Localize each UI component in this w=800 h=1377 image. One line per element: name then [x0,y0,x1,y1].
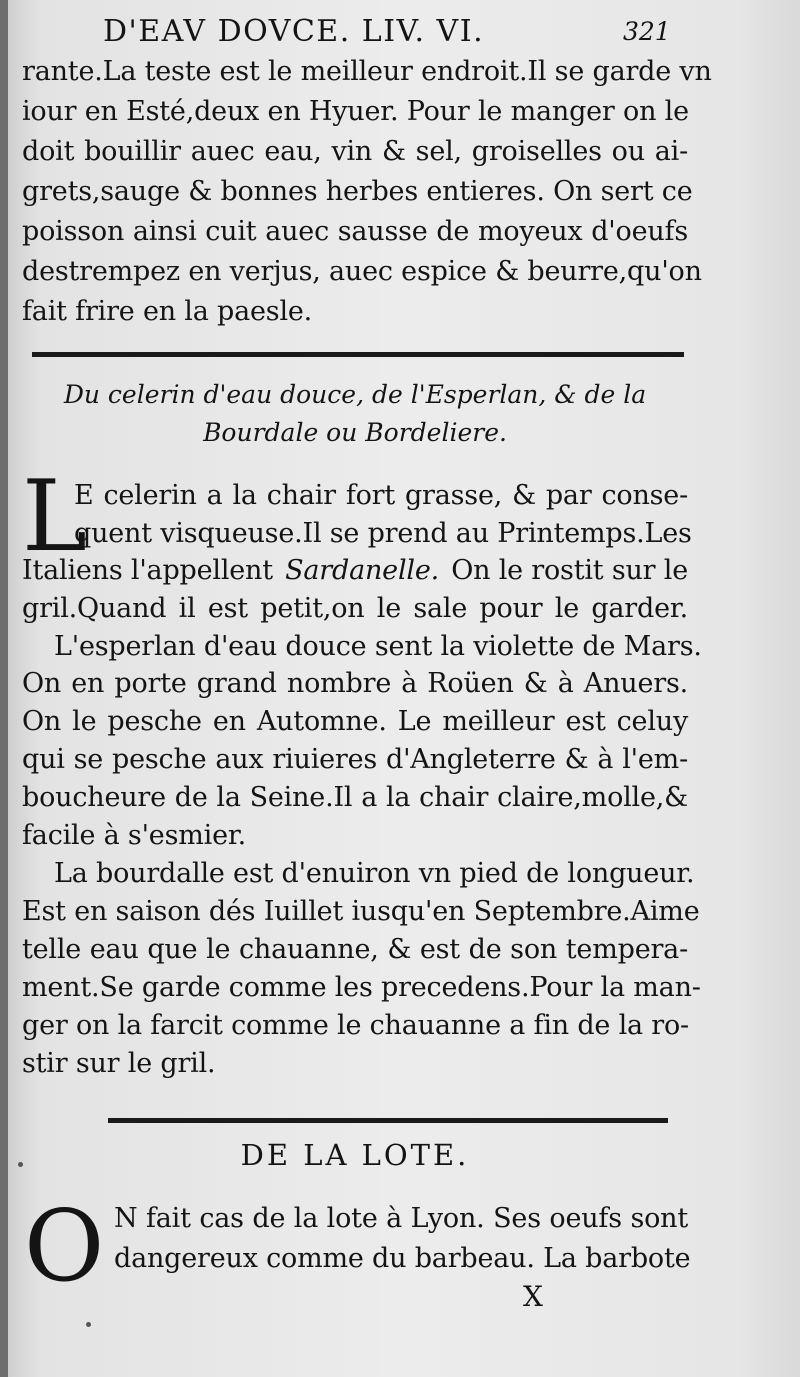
text-line: stir sur le gril. [22,1048,216,1079]
text-line: boucheure de la Seine.Il a la chair claire,molle,& [22,782,688,813]
section-title: Du celerin d'eau douce, de l'Esperlan, & de la [63,380,647,409]
section-rule [108,1118,668,1123]
text-line: rante.La teste est le meilleur endroit.Il se garde vn [22,56,712,87]
text-line: quent visqueuse.Il se prend au Printemps.Les [74,518,692,549]
text-line: Est en saison dés Iuillet iusqu'en Septembre.Aime [22,896,700,927]
signature-mark: X [523,1280,543,1313]
text-line: ment.Se garde comme les precedens.Pour la man- [22,972,701,1003]
text-line: doit bouillir auec eau, vin & sel, groiselles ou ai- [22,136,688,167]
text-span: Italiens l'appellent [22,555,273,586]
book-page [8,0,800,1377]
italic-term: Sardanelle. [285,555,439,586]
section-title: Bourdale ou Bordeliere. [203,418,507,447]
drop-capital: L [22,460,88,574]
text-line: gril.Quand il est petit,on le sale pour le garder. [22,593,688,624]
text-line: qui se pesche aux riuieres d'Angleterre & à l'em- [22,744,688,775]
text-line: facile à s'esmier. [22,820,246,851]
text-line: telle eau que le chauanne, & est de son tempera- [22,934,688,965]
text-line: poisson ainsi cuit auec sausse de moyeux d'oeufs [22,216,688,247]
section-title: DE LA LOTE. [240,1138,470,1172]
ink-speck [18,1162,23,1167]
text-line: L'esperlan d'eau douce sent la violette de Mars. [54,631,702,662]
text-line [22,557,688,584]
drop-capital: O [24,1190,105,1304]
ink-speck [86,1322,91,1327]
text-line: destrempez en verjus, auec espice & beurre,qu'on [22,256,702,287]
text-line: N fait cas de la lote à Lyon. Ses oeufs sont [114,1203,688,1234]
running-header: D'EAV DOVCE. LIV. VI. [103,14,485,49]
section-rule [32,352,684,357]
page-number: 321 [623,17,671,46]
text-line: La bourdalle est d'enuiron vn pied de longueur. [54,858,695,889]
text-line: ger on la farcit comme le chauanne a fin de la ro- [22,1010,689,1041]
text-line: dangereux comme du barbeau. La barbote [114,1243,691,1274]
text-span: On le rostit sur le [451,555,688,586]
text-line: On le pesche en Automne. Le meilleur est celuy [22,706,688,737]
text-line: grets,sauge & bonnes herbes entieres. On sert ce [22,176,693,207]
text-line: On en porte grand nombre à Roüen & à Anuers. [22,668,688,699]
text-line: fait frire en la paesle. [22,296,313,327]
text-line: iour en Esté,deux en Hyuer. Pour le manger on le [22,96,689,127]
text-line: E celerin a la chair fort grasse, & par conse- [74,480,688,511]
